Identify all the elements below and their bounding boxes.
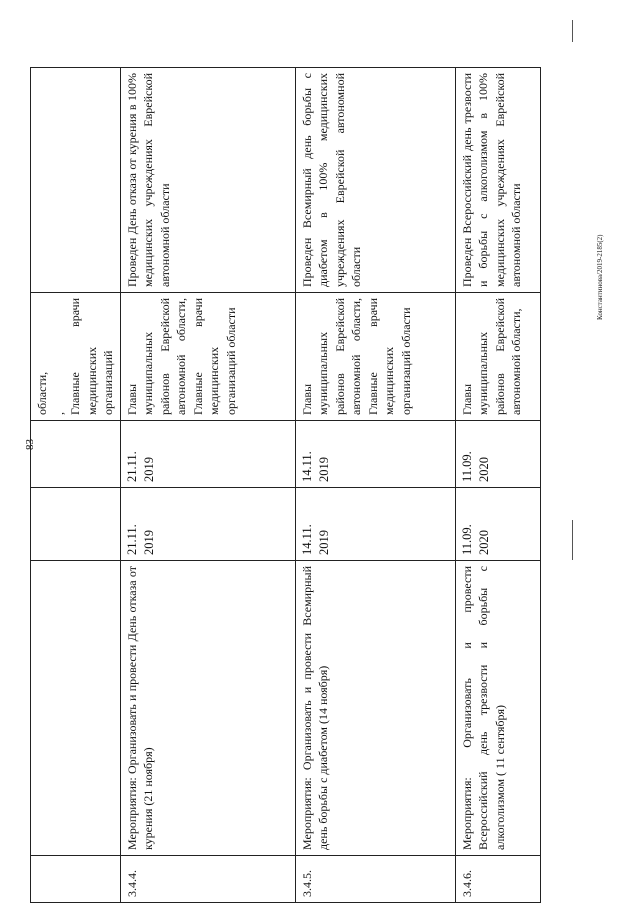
result-cell: Проведен Всероссийский день трезвости и борьбы с алкоголизмом в 100% медицинских учреждениях Еврейской автономной области	[455, 68, 540, 293]
result-cell	[31, 68, 121, 293]
start-date-cell: 11.09. 2020	[455, 488, 540, 561]
edge-mark	[572, 20, 573, 42]
table-row	[31, 68, 121, 903]
end-date-cell: 11.09. 2020	[455, 421, 540, 488]
row-number: 3.4.4.	[120, 856, 295, 903]
event-cell: Мероприятия: Организовать и провести Всемирный день борьбы с диабетом (14 ноября)	[295, 561, 455, 856]
executors-cell: Главы муниципальных районов Еврейской автономной области,	[455, 293, 540, 421]
row-number	[31, 856, 121, 903]
start-date-cell	[31, 488, 121, 561]
table-row	[295, 68, 455, 903]
result-cell: Проведен День отказа от курения в 100% медицинских учреждениях Еврейской автономной области	[120, 68, 295, 293]
start-date-cell: 21.11. 2019	[120, 488, 295, 561]
end-date-cell: 14.11. 2019	[295, 421, 455, 488]
end-date-cell: 21.11. 2019	[120, 421, 295, 488]
event-cell: Мероприятия: Организовать и провести Всероссийский день трезвости и борьбы с алкоголизмом ( 11 сентября)	[455, 561, 540, 856]
event-cell: Мероприятия: Организовать и провести День отказа от курения (21 ноября)	[120, 561, 295, 856]
executors-cell: Главы муниципальных районов Еврейской автономной области, Главные врачи медицинских организаций области	[295, 293, 455, 421]
activities-table	[30, 67, 541, 903]
table-row	[120, 68, 295, 903]
row-number: 3.4.6.	[455, 856, 540, 903]
end-date-cell	[31, 421, 121, 488]
page-number: 83	[24, 439, 36, 450]
start-date-cell: 14.11. 2019	[295, 488, 455, 561]
table-container	[30, 68, 524, 903]
document-stamp: Константинова/2019-2185(2)	[596, 234, 604, 320]
executors-cell: области, , Главные врачи медицинских организаций	[31, 293, 121, 421]
event-cell	[31, 561, 121, 856]
executors-cell: Главы муниципальных районов Еврейской автономной области, Главные врачи медицинских организаций области	[120, 293, 295, 421]
row-number: 3.4.5.	[295, 856, 455, 903]
edge-mark	[572, 520, 573, 560]
result-cell: Проведен Всемирный день борьбы с диабетом в 100% медицинских учреждениях Еврейской автономной области	[295, 68, 455, 293]
table-row	[455, 68, 540, 903]
